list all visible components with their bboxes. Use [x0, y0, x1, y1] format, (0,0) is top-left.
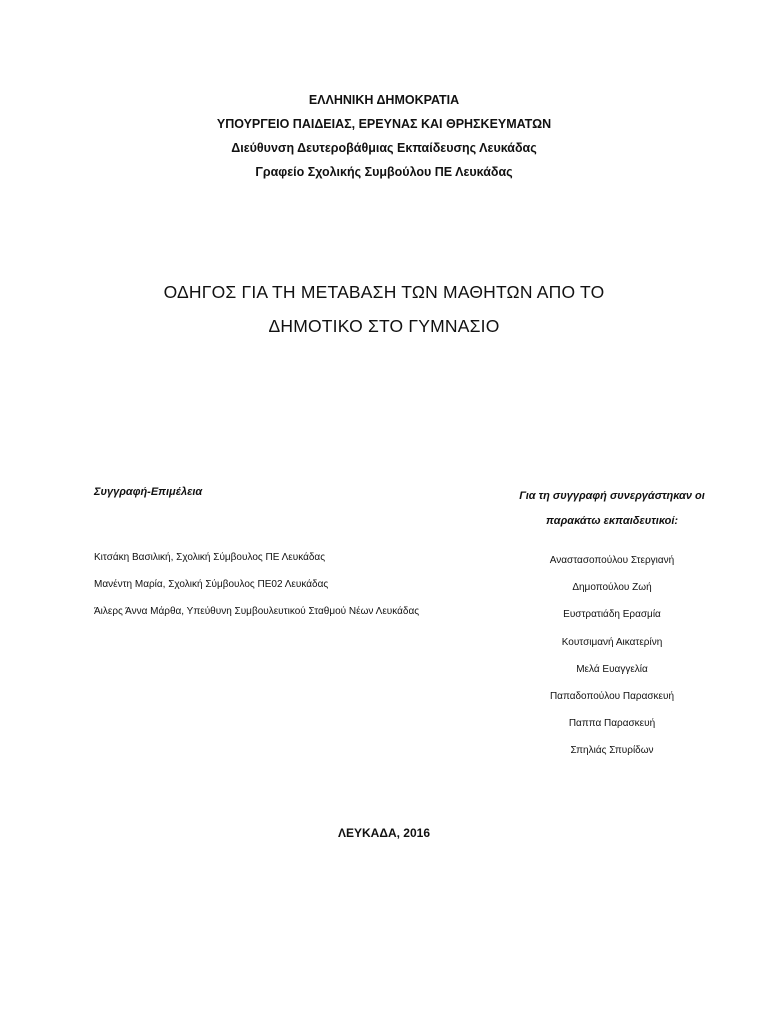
- contributors-heading-line-1: Για τη συγγραφή συνεργάστηκαν οι: [519, 490, 705, 502]
- contributors-heading-line-2: παρακάτω εκπαιδευτικοί:: [545, 515, 679, 527]
- author-item: Μανέντη Μαρία, Σχολική Σύμβουλος ΠΕ02 Λευκάδας: [94, 579, 329, 590]
- author-item: Κιτσάκη Βασιλική, Σχολική Σύμβουλος ΠΕ Λευκάδας: [94, 552, 326, 563]
- header-ministry: ΥΠΟΥΡΓΕΙΟ ΠΑΙΔΕΙΑΣ, ΕΡΕΥΝΑΣ ΚΑΙ ΘΡΗΣΚΕΥΜΑΤΩΝ: [216, 117, 552, 131]
- header-office: Γραφείο Σχολικής Συμβούλου ΠΕ Λευκάδας: [255, 165, 513, 179]
- contributors-section: [462, 484, 762, 765]
- authors-list: [94, 544, 474, 625]
- place-date: ΛΕΥΚΑΔΑ, 2016: [338, 826, 430, 840]
- contributor-item: Δημοπούλου Ζωή: [572, 582, 652, 594]
- contributor-item: Κουτσιμανή Αικατερίνη: [561, 636, 663, 648]
- authors-section: [94, 484, 474, 625]
- document-title: [0, 275, 768, 343]
- contributor-item: Παπαδοπούλου Παρασκευή: [549, 691, 675, 703]
- title-line-2: ΔΗΜΟΤΙΚΟ ΣΤΟ ΓΥΜΝΑΣΙΟ: [268, 316, 500, 336]
- contributors-list: [462, 547, 762, 765]
- contributor-item: Ευστρατιάδη Ερασμία: [563, 609, 661, 621]
- contributor-item: Αναστασοπούλου Στεργιανή: [549, 555, 675, 566]
- contributor-item: Μελά Ευαγγελία: [576, 663, 648, 675]
- title-line-1: ΟΔΗΓΟΣ ΓΙΑ ΤΗ ΜΕΤΑΒΑΣΗ ΤΩΝ ΜΑΘΗΤΩΝ ΑΠΟ ΤΟ: [163, 282, 605, 302]
- header-directorate: Διεύθυνση Δευτεροβάθμιας Εκπαίδευσης Λευκάδας: [231, 141, 537, 155]
- document-header: [0, 88, 768, 184]
- authors-heading: Συγγραφή-Επιμέλεια: [94, 486, 203, 498]
- header-country: ΕΛΛΗΝΙΚΗ ΔΗΜΟΚΡΑΤΙΑ: [308, 93, 460, 107]
- contributor-item: Παππα Παρασκευή: [568, 718, 656, 730]
- contributor-item: Σπηλιάς Σπυρίδων: [570, 745, 654, 757]
- author-item: Άιλερς Άννα Μάρθα, Υπεύθυνη Συμβουλευτικού Σταθμού Νέων Λευκάδας: [94, 606, 420, 617]
